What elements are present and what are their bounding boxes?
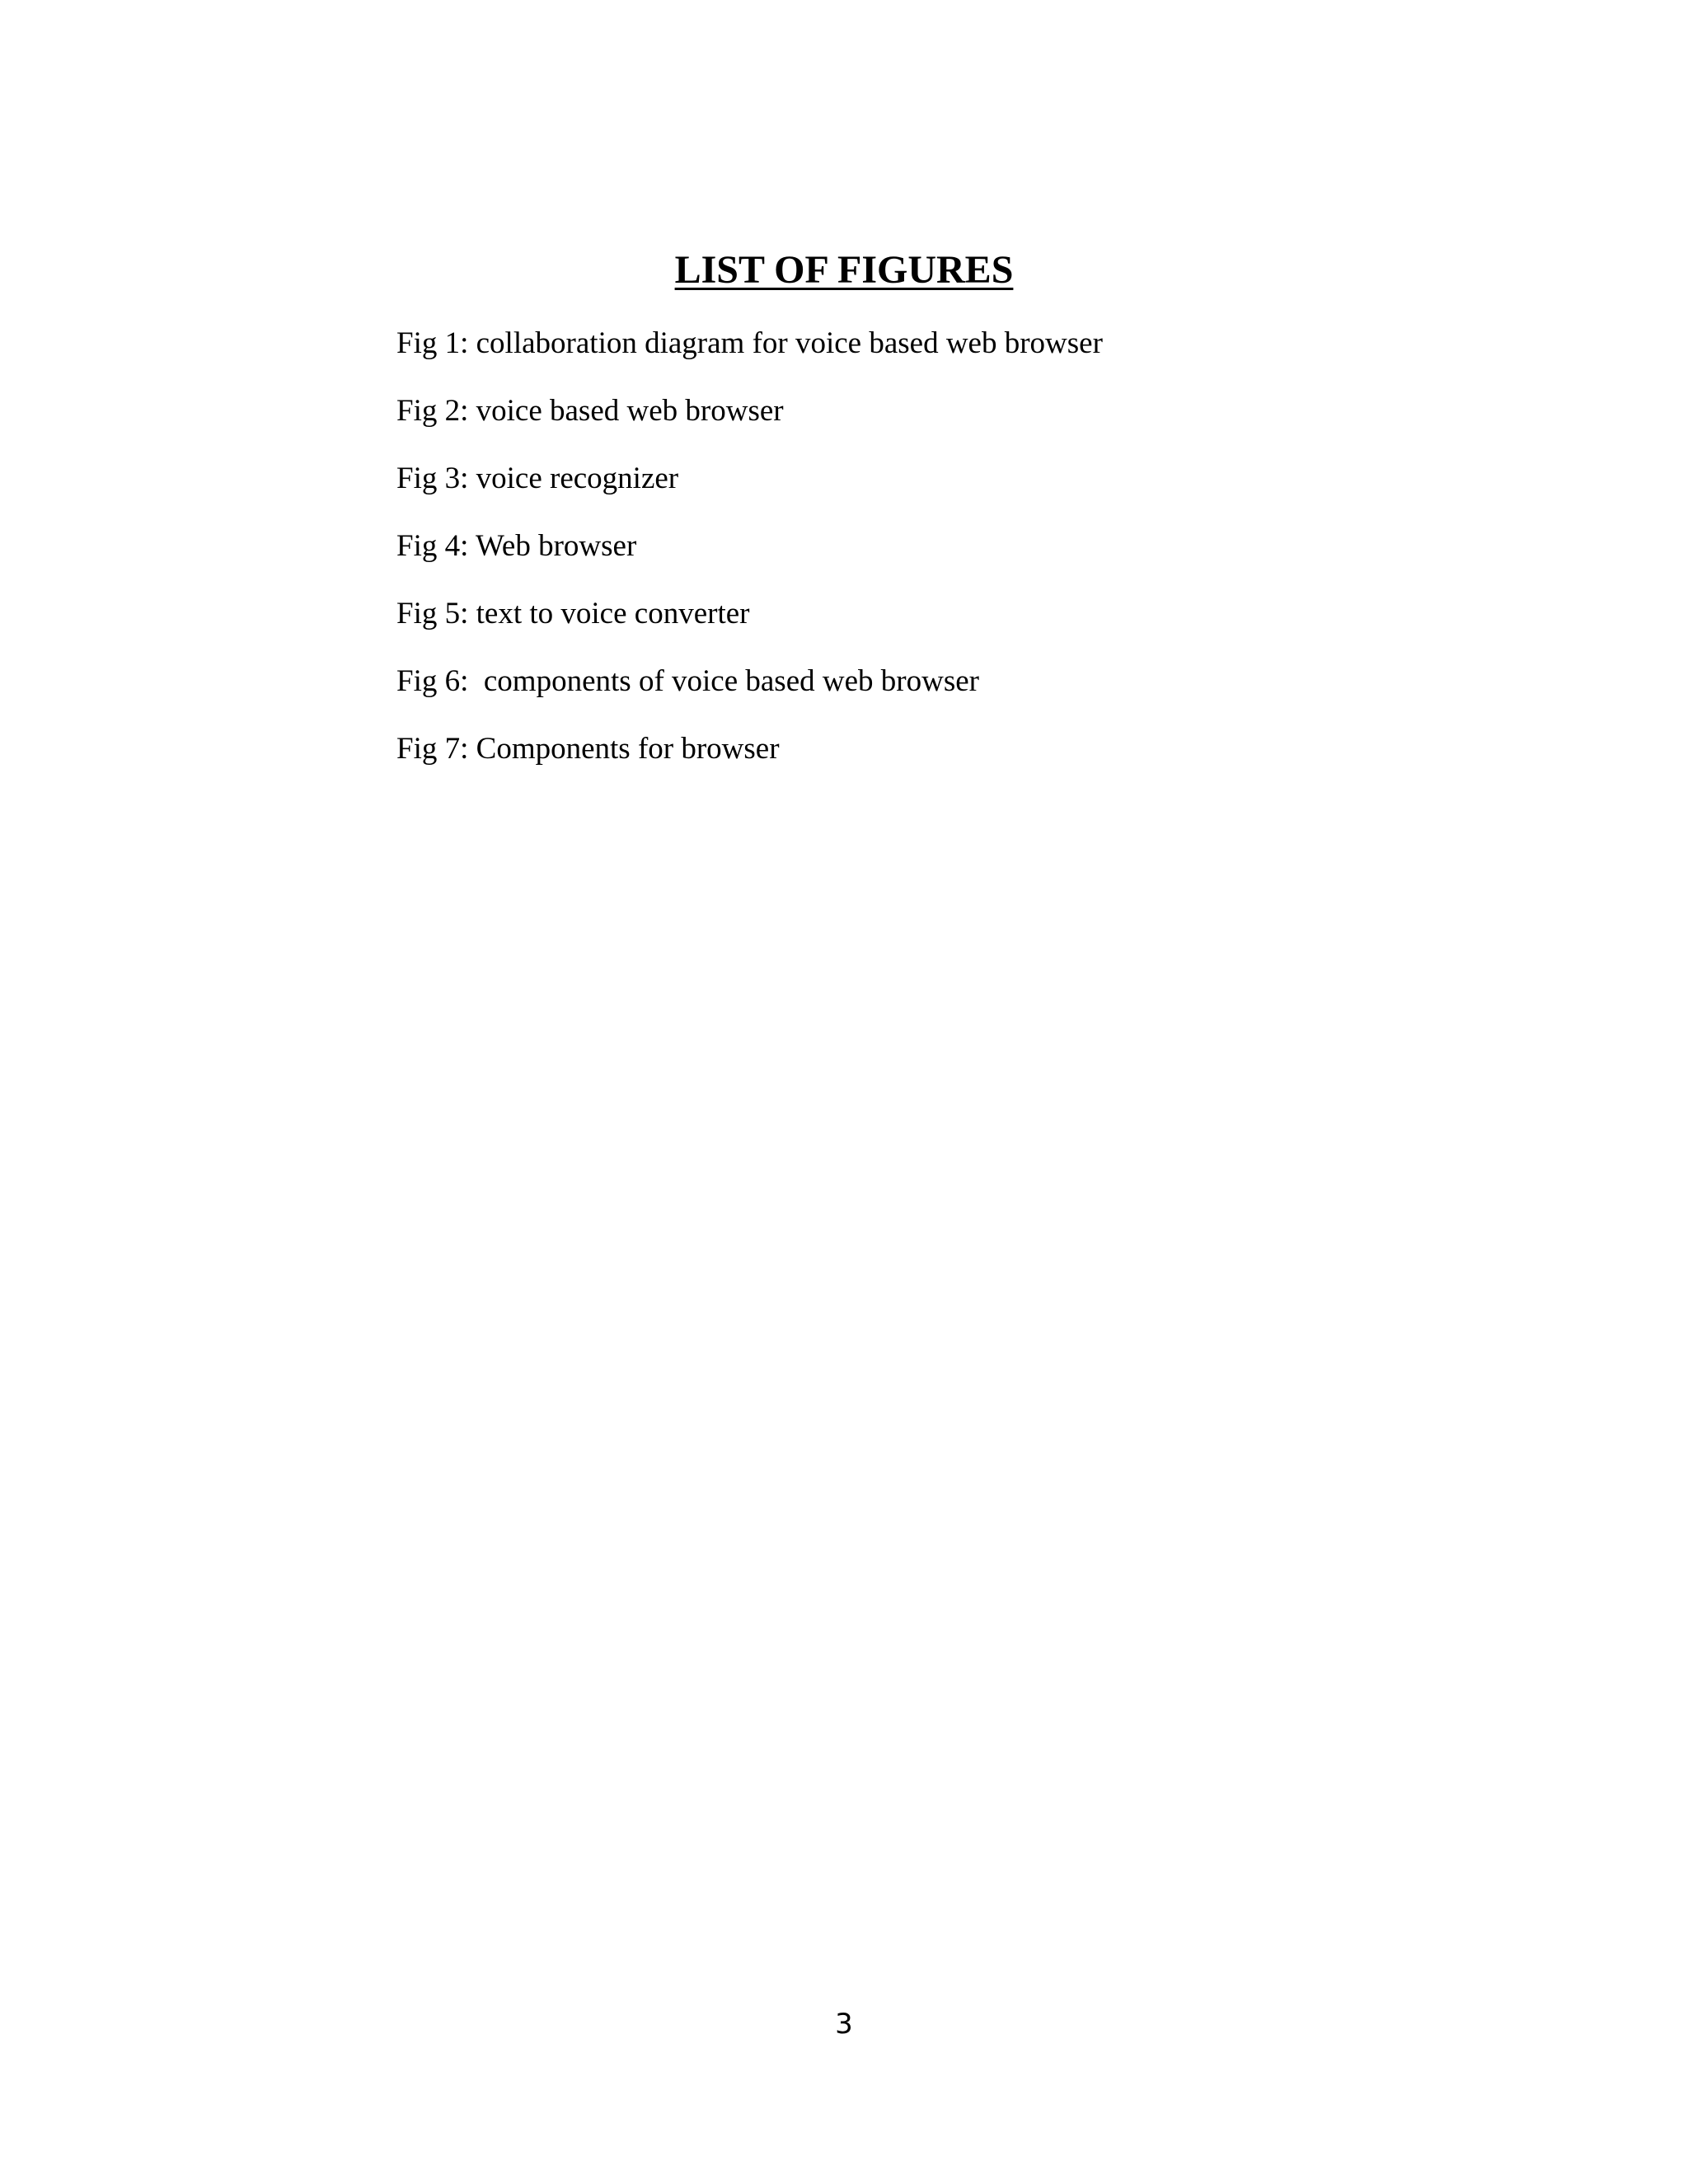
page-number: 3 — [835, 2008, 853, 2041]
figure-list-item: Fig 2: voice based web browser — [396, 394, 784, 428]
figure-list-item: Fig 4: Web browser — [396, 529, 637, 563]
figure-list — [396, 323, 1468, 796]
page-title: LIST OF FIGURES — [674, 248, 1014, 292]
figure-list-item: Fig 3: voice recognizer — [396, 462, 679, 495]
figure-list-item: Fig 1: collaboration diagram for voice based web browser — [396, 326, 1103, 360]
figure-list-item: Fig 6: components of voice based web browser — [396, 664, 979, 698]
figure-list-item: Fig 5: text to voice converter — [396, 597, 750, 630]
figure-list-item: Fig 7: Components for browser — [396, 732, 780, 766]
